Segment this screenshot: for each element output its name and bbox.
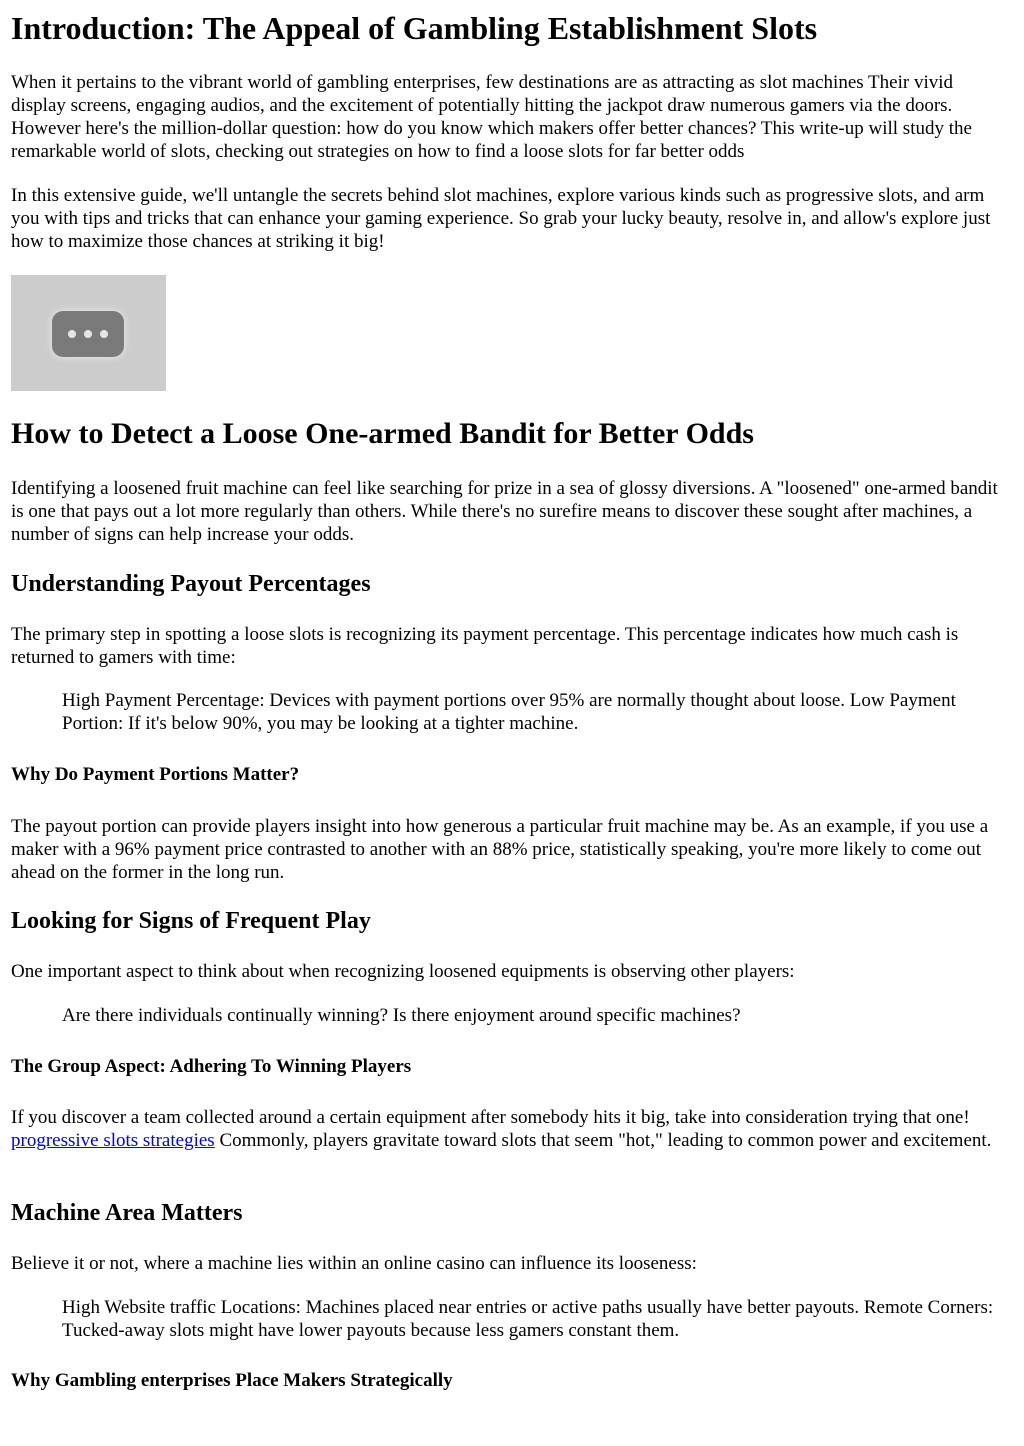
why-payout-paragraph: The payout portion can provide players insight into how generous a particular fruit machine may be. As an example, if you use a maker with a 96% payment price contrasted to another with an 88% price, statistically speaking, you're more likely to come out ahead on the former in the long run. [11,816,989,883]
frequent-heading: Looking for Signs of Frequent Play [11,908,371,934]
intro-paragraph-1: When it pertains to the vibrant world of gambling enterprises, few destinations are as attracting as slot machines Their vivid display screens, engaging audios, and the excitement of potentially hitting the jackpot draw numerous gamers via the doors. However here's the million-dollar question: how do you know which makers offer better chances? This write-up will study the remarkable world of slots, checking out strategies on how to find a loose slots for far better odds [11,72,972,162]
group-heading: The Group Aspect: Adhering To Winning Players [11,1056,412,1077]
strategic-heading: Why Gambling enterprises Place Makers Strategically [11,1370,453,1391]
area-paragraph: Believe it or not, where a machine lies within an online casino can influence its looseness: [11,1253,697,1274]
payout-paragraph: The primary step in spotting a loose slots is recognizing its payment percentage. This percentage indicates how much cash is returned to gamers with time: [11,624,959,668]
frequent-quote: Are there individuals continually winning? Is there enjoyment around specific machines? [62,1005,741,1026]
area-heading: Machine Area Matters [11,1200,243,1226]
group-paragraph-tail: Commonly, players gravitate toward slots that seem "hot," leading to common power and excitement. [214,1130,992,1151]
embedded-image [11,275,166,391]
detect-paragraph: Identifying a loosened fruit machine can feel like searching for prize in a sea of glossy diversions. A "loosened" one-armed bandit is one that pays out a lot more regularly than others. While there's no surefire means to discover these sought after machines, a number of signs can help increase your odds. [11,478,998,545]
payout-heading: Understanding Payout Percentages [11,571,371,597]
group-paragraph [11,1106,1011,1152]
intro-heading: Introduction: The Appeal of Gambling Establishment Slots [11,10,818,46]
payout-quote: High Payment Percentage: Devices with payment portions over 95% are normally thought about loose. Low Payment Portion: If it's below 90%, you may be looking at a tighter machine. [62,690,956,734]
group-paragraph-lead: If you discover a team collected around a certain equipment after somebody hits it big, take into consideration trying that one! [11,1107,970,1128]
more-dots-icon [52,311,124,357]
frequent-paragraph: One important aspect to think about when recognizing loosened equipments is observing other players: [11,961,795,982]
area-quote: High Website traffic Locations: Machines placed near entries or active paths usually have better payouts. Remote Corners: Tucked-away slots might have lower payouts because less gamers constant them. [62,1297,994,1341]
progressive-slots-strategies-link[interactable]: progressive slots strategies [11,1130,215,1151]
intro-paragraph-2: In this extensive guide, we'll untangle the secrets behind slot machines, explore various kinds such as progressive slots, and arm you with tips and tricks that can enhance your gaming experience. So grab your lucky beauty, resolve in, and allow's explore just how to maximize those chances at striking it big! [11,185,991,252]
detect-heading: How to Detect a Loose One-armed Bandit for Better Odds [11,417,754,450]
why-payout-heading: Why Do Payment Portions Matter? [11,764,300,785]
